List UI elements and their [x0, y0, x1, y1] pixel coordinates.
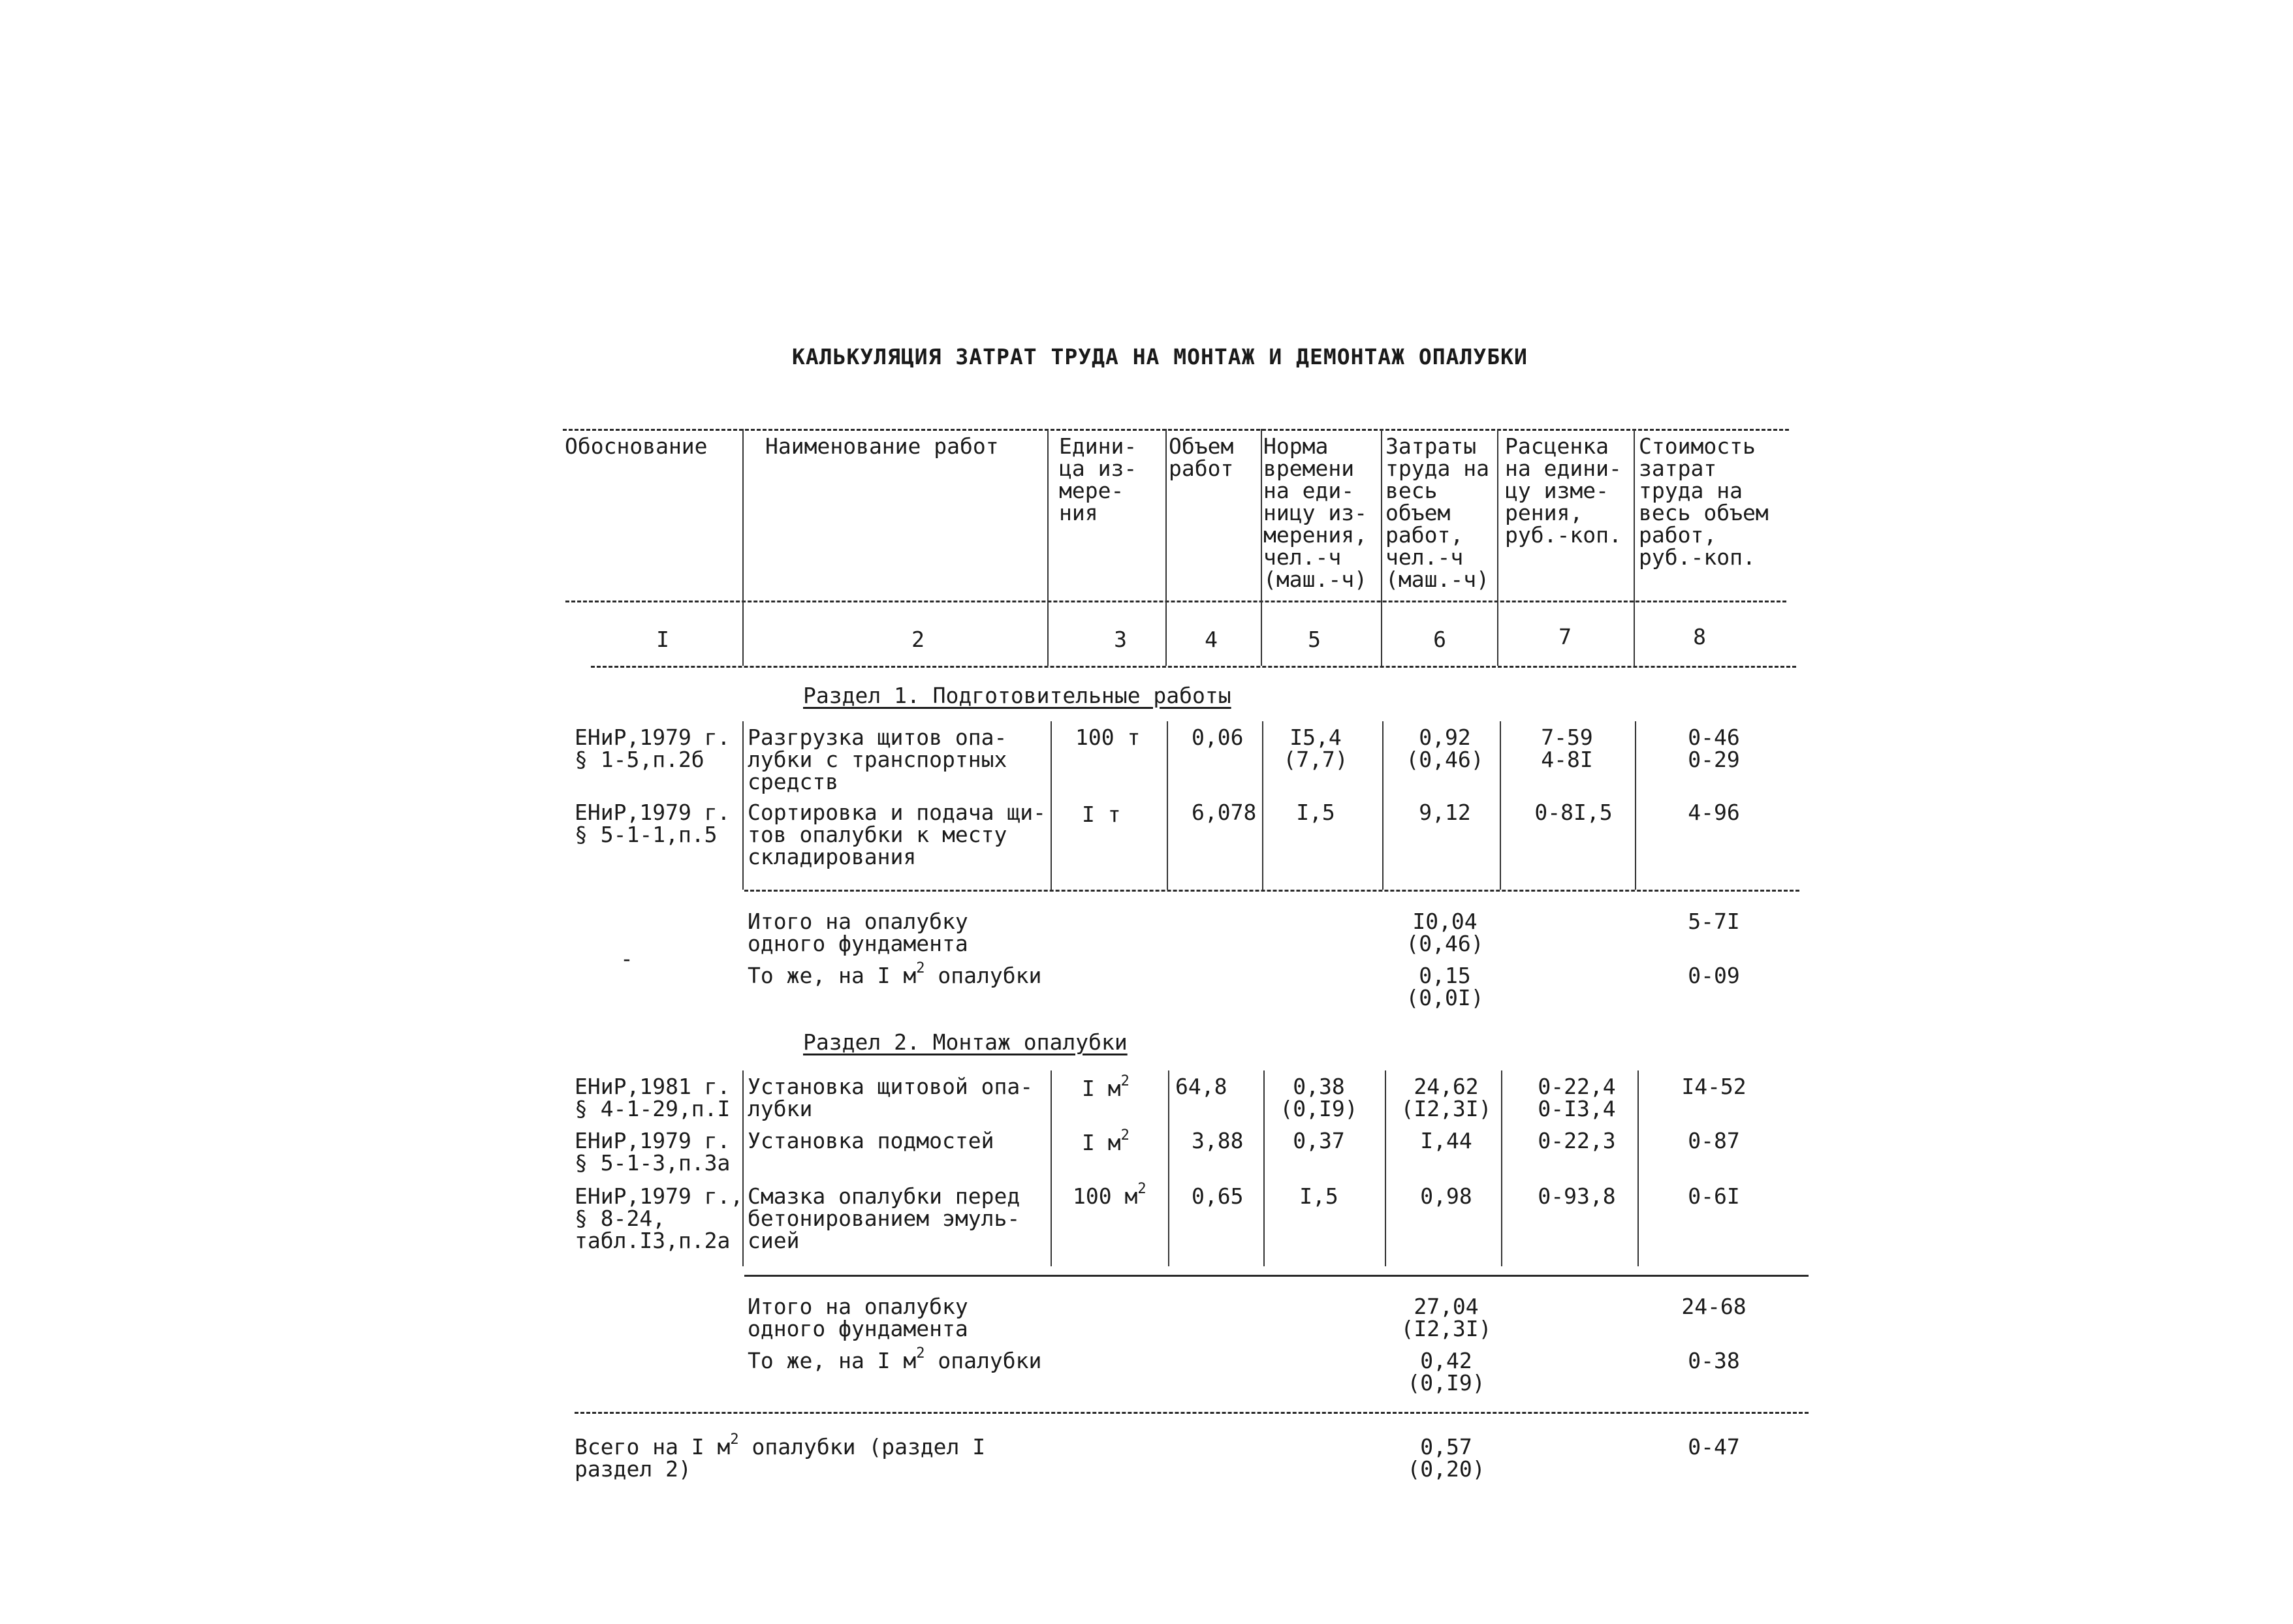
header-work-name: Наименование работ — [765, 433, 999, 459]
row-unit: 100 т — [1075, 725, 1141, 750]
row-rate: 0-22,4 0-I3,4 — [1538, 1074, 1616, 1121]
col-divider — [1381, 429, 1382, 666]
column-number: 5 — [1308, 627, 1321, 652]
header-basis: Обоснование — [565, 433, 708, 459]
grand-total-label: Всего на I $м^2$ опалубки (раздел I раздел 2) — [575, 1431, 986, 1482]
section2-per-m2-cost: 0-38 — [1688, 1348, 1740, 1373]
col-divider — [1500, 721, 1501, 890]
header-labor-total: Затраты труда на весь объем работ, чел.-ч (маш.-ч) — [1385, 433, 1489, 592]
row-work-name: Сортировка и подача щи- тов опалубки к месту складирования — [748, 800, 1046, 869]
col-divider — [742, 429, 744, 666]
row-unit: I $м^2$ — [1082, 1073, 1130, 1101]
section2-subtotal-cost: 24-68 — [1681, 1294, 1747, 1319]
row-unit: 100 $м^2$ — [1073, 1181, 1146, 1209]
row-labor: 0,98 — [1420, 1183, 1472, 1209]
row-work-name: Установка щитовой опа- лубки — [748, 1074, 1034, 1121]
column-number: 3 — [1114, 627, 1127, 652]
column-number: 8 — [1693, 624, 1706, 649]
row-cost: 0-46 0-29 — [1688, 725, 1740, 772]
col-divider — [1262, 721, 1263, 890]
row-time-norm: 0,37 — [1293, 1128, 1345, 1153]
col-divider — [1634, 429, 1635, 666]
section2-title: Раздел 2. Монтаж опалубки — [803, 1029, 1128, 1055]
column-number: 7 — [1558, 624, 1572, 649]
col-divider — [1635, 721, 1636, 890]
row-cost: 0-6I — [1688, 1183, 1740, 1209]
row-basis: ЕНиР,1979 г. § 1-5,п.2б — [575, 725, 731, 772]
numbers-bottom-rule — [591, 666, 1796, 668]
row-basis: ЕНиР,1979 г. § 5-1-1,п.5 — [575, 800, 731, 847]
total-top-rule — [575, 1412, 1809, 1414]
row-basis: ЕНиР,1981 г. § 4-1-29,п.I — [575, 1074, 731, 1121]
row-rate: 0-8I,5 — [1534, 800, 1613, 825]
col-divider — [1165, 429, 1167, 666]
row-labor: I,44 — [1420, 1128, 1472, 1153]
row-labor: 9,12 — [1419, 800, 1471, 825]
section2-per-m2-labor: 0,42 (0,I9) — [1407, 1348, 1485, 1396]
col-divider — [1168, 1070, 1169, 1266]
header-volume: Объем работ — [1169, 433, 1234, 481]
col-divider — [1501, 1070, 1502, 1266]
row-work-name: Разгрузка щитов опа- лубки с транспортных средств — [748, 725, 1007, 794]
col-divider — [1051, 1070, 1052, 1266]
row-cost: 4-96 — [1688, 800, 1740, 825]
col-divider — [1051, 721, 1052, 890]
column-number: I — [656, 627, 669, 652]
row-unit: I $м^2$ — [1082, 1127, 1130, 1155]
section1-subtotal-labor: I0,04 (0,46) — [1406, 909, 1484, 956]
section2-subtotal-label: Итого на опалубку одного фундамента — [748, 1294, 968, 1341]
section1-title: Раздел 1. Подготовительные работы — [803, 683, 1231, 708]
row-labor: 24,62 (I2,3I) — [1400, 1074, 1492, 1121]
row-time-norm: 0,38 (0,I9) — [1280, 1074, 1358, 1121]
section1-per-m2-cost: 0-09 — [1688, 963, 1740, 988]
row-rate: 7-59 4-8I — [1541, 725, 1593, 772]
row-volume: 6,078 — [1192, 800, 1257, 825]
section1-per-m2-label: То же, на I $м^2$ опалубки — [748, 960, 1042, 988]
grand-total-cost: 0-47 — [1688, 1434, 1740, 1460]
dash-mark: - — [620, 946, 633, 971]
col-divider — [1497, 429, 1498, 666]
col-divider — [1382, 721, 1384, 890]
document-title: КАЛЬКУЛЯЦИЯ ЗАТРАТ ТРУДА НА МОНТАЖ И ДЕМОНТАЖ ОПАЛУБКИ — [792, 344, 1528, 369]
section1-subtotal-label: Итого на опалубку одного фундамента — [748, 909, 968, 956]
row-time-norm: I,5 — [1299, 1183, 1338, 1209]
col-divider — [1047, 429, 1049, 666]
section2-subtotal-labor: 27,04 (I2,3I) — [1400, 1294, 1492, 1341]
col-divider — [1261, 429, 1262, 666]
row-time-norm: I5,4 (7,7) — [1283, 725, 1348, 772]
column-number: 6 — [1433, 627, 1446, 652]
row-cost: I4-52 — [1681, 1074, 1747, 1099]
section2-bottom-rule — [744, 1275, 1809, 1277]
row-volume: 0,06 — [1192, 725, 1244, 750]
header-unit: Едини- ца из- мере- ния — [1059, 433, 1137, 525]
col-divider — [1167, 721, 1168, 890]
row-volume: 3,88 — [1192, 1128, 1244, 1153]
col-divider — [1637, 1070, 1639, 1266]
row-basis: ЕНиР,1979 г., § 8-24, табл.I3,п.2а — [575, 1183, 744, 1253]
column-number: 2 — [911, 627, 925, 652]
section1-subtotal-cost: 5-7I — [1688, 909, 1740, 934]
col-divider — [1263, 1070, 1265, 1266]
row-volume: 64,8 — [1175, 1074, 1227, 1099]
section2-per-m2-label: То же, на I $м^2$ опалубки — [748, 1345, 1042, 1373]
col-divider — [1385, 1070, 1386, 1266]
row-rate: 0-22,3 — [1538, 1128, 1616, 1153]
row-work-name: Смазка опалубки перед бетонированием эмуль- сией — [748, 1183, 1020, 1253]
table-top-rule — [563, 429, 1789, 431]
header-time-norm: Норма времени на еди- ницу из- мерения, чел.-ч (маш.-ч) — [1263, 433, 1367, 592]
row-basis: ЕНиР,1979 г. § 5-1-3,п.3а — [575, 1128, 731, 1176]
header-unit-rate: Расценка на едини- цу изме- рения, руб.-коп. — [1505, 433, 1622, 548]
row-work-name: Установка подмостей — [748, 1128, 994, 1153]
section1-per-m2-labor: 0,15 (0,0I) — [1406, 963, 1484, 1010]
header-total-cost: Стоимость затрат труда на весь объем работ, руб.-коп. — [1639, 433, 1769, 570]
section1-bottom-rule — [744, 890, 1799, 892]
grand-total-labor: 0,57 (0,20) — [1407, 1434, 1485, 1482]
row-unit: I т — [1082, 802, 1121, 827]
header-bottom-rule — [565, 601, 1786, 602]
row-volume: 0,65 — [1192, 1183, 1244, 1209]
column-number: 4 — [1205, 627, 1218, 652]
row-cost: 0-87 — [1688, 1128, 1740, 1153]
row-time-norm: I,5 — [1296, 800, 1335, 825]
row-labor: 0,92 (0,46) — [1406, 725, 1484, 772]
col-divider — [742, 721, 744, 890]
row-rate: 0-93,8 — [1538, 1183, 1616, 1209]
